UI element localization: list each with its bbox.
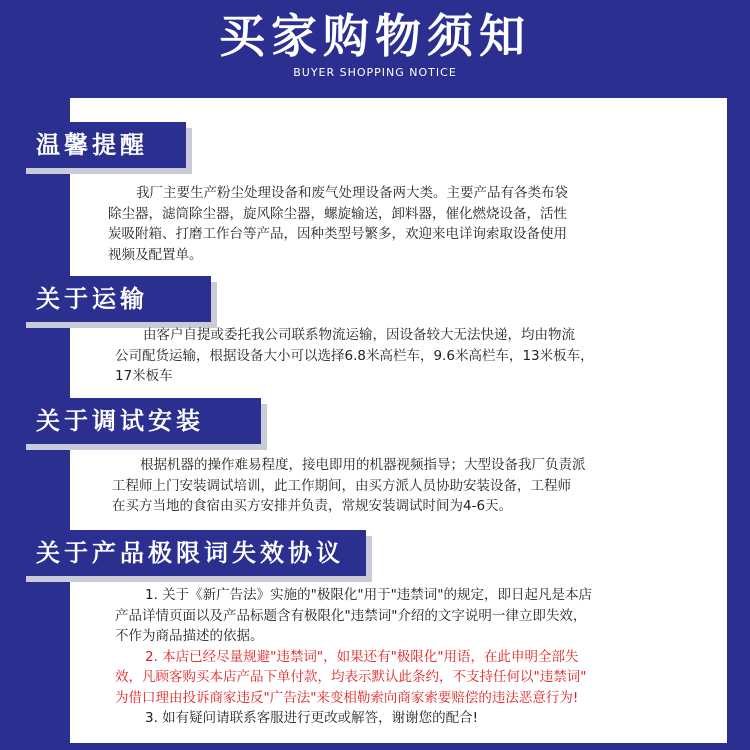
section-heading-reminder: 温馨提醒 [20,122,186,168]
section-body-agreement [115,585,725,729]
section-body-reminder [108,183,708,265]
text-line: 工程师上门安装调试培训，此工作期间，由买方派人员协助安装设备，工程师 [112,477,571,494]
page-title: 买家购物须知 [219,9,531,63]
text-line: 由客户自提或委托我公司联系物流运输，因设备较大无法快递，均由物流 [143,327,575,343]
agreement-item-3: 3. 如有疑问请联系客服进行更改或解答，谢谢您的配合! [145,710,479,726]
agreement-item-1: 1. 关于《新广告法》实施的"极限化"用于"违禁词"的规定，即日起凡是本店 [145,587,593,603]
section-body-shipping [115,325,715,387]
text-line: 除尘器，滤筒除尘器，旋风除尘器，螺旋输送，卸料器，催化燃烧设备，活性 [108,205,567,222]
text-line: 在买方当地的食宿由买方安排并负责，常规安装调试时间为4-6天。 [112,498,513,514]
text-line: 产品详情页面以及产品标题含有极限化"违禁词"介绍的文字说明一律立即失效， [115,607,587,624]
text-line: 根据机器的操作难易程度，接电即用的机器视频指导；大型设备我厂负责派 [140,457,586,473]
section-heading-agreement: 关于产品极限词失效协议 [20,530,366,576]
page-subtitle: BUYER SHOPPING NOTICE [293,66,457,79]
section-body-installation [112,455,712,517]
text-line: 不作为商品描述的依据。 [115,628,264,644]
text-line: 我厂主要生产粉尘处理设备和废气处理设备两大类。主要产品有各类布袋 [136,185,568,201]
text-line: 效，凡顾客购买本店产品下单付款，均表示默认此条约，不支持任何以"违禁词" [115,669,587,685]
section-heading-installation: 关于调试安装 [20,398,261,444]
text-line: 公司配货运输，根据设备大小可以选择6.8米高栏车，9.6米高栏车，13米板车， [115,347,594,364]
text-line: 为借口理由投诉商家违反"广告法"来变相勒索向商家索要赔偿的违法恶意行为! [115,689,579,706]
text-line: 17米板车 [115,368,173,384]
text-line: 炭吸附箱、打磨工作台等产品，因种类型号繁多，欢迎来电详询索取设备使用 [108,226,567,242]
text-line: 视频及配置单。 [108,246,203,263]
section-heading-shipping: 关于运输 [20,276,211,322]
agreement-item-2: 2. 本店已经尽量规避"违禁词"，如果还有"极限化"用语，在此申明全部失 [145,648,579,665]
